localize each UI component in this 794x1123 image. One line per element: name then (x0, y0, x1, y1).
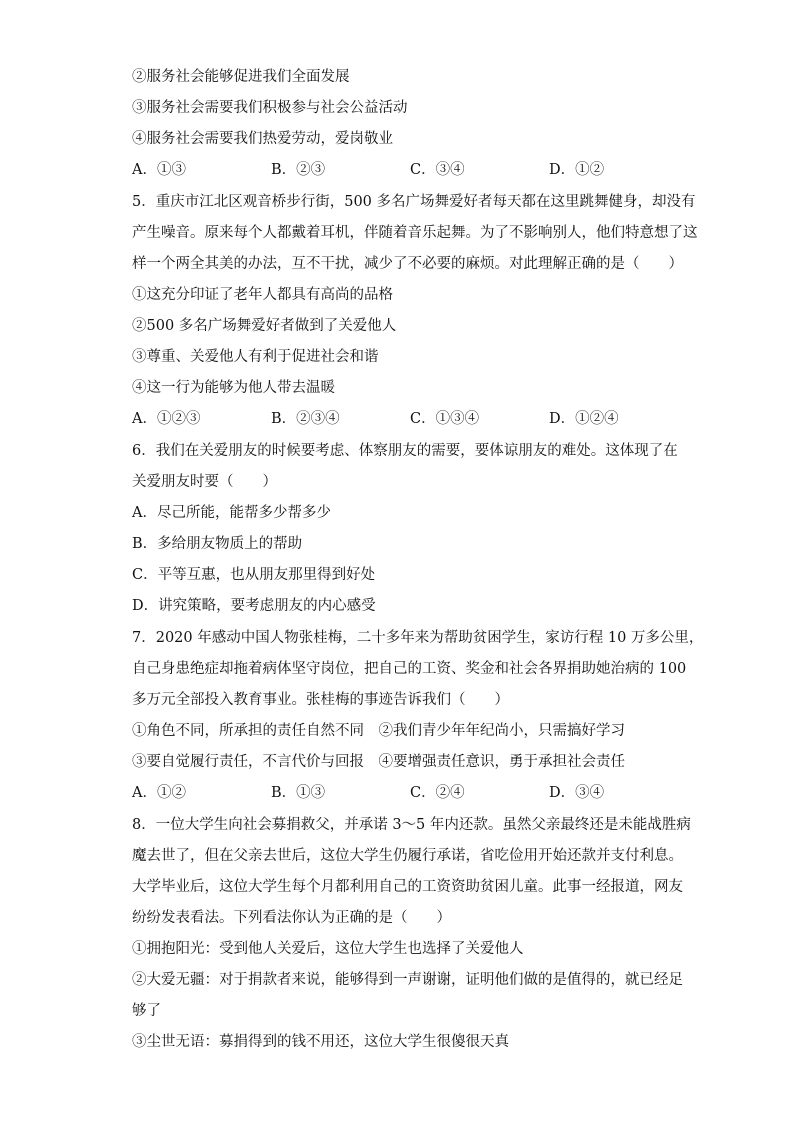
q7-statements-row: ①角色不同，所承担的责任自然不同 ②我们青少年年纪尚小，只需搞好学习 (132, 723, 625, 739)
q4-statement-3: ③服务社会需要我们积极参与社会公益活动 (132, 100, 408, 116)
q6-choice-c: C．平等互惠，也从朋友那里得到好处 (132, 567, 376, 583)
q4-statement-2: ②服务社会能够促进我们全面发展 (132, 69, 350, 85)
q5-option-b: B．②③④ (271, 411, 340, 427)
q6-stem-line: 6．我们在关爱朋友的时候要考虑、体察朋友的需要，要体谅朋友的难处。这体现了在 (132, 443, 678, 459)
q8-stem-line: 8．一位大学生向社会募捐救父，并承诺 3～5 年内还款。虽然父亲最终还是未能战胜病 (132, 817, 691, 833)
q5-stem-line: 样一个两全其美的办法，互不干扰，减少了不必要的麻烦。对此理解正确的是（ ） (132, 256, 683, 272)
q6-choice-a: A．尽己所能，能帮多少帮多少 (132, 505, 331, 521)
q7-statements-row: ③要自觉履行责任，不言代价与回报 ④要增强责任意识，勇于承担社会责任 (132, 754, 625, 770)
q5-statement-3: ③尊重、关爱他人有利于促进社会和谐 (132, 349, 379, 365)
q7-option-a: A．①② (132, 785, 186, 801)
q7-stem-line: 自己身患绝症却拖着病体坚守岗位，把自己的工资、奖金和社会各界捐助她治病的 100 (132, 661, 687, 677)
q4-statement-4: ④服务社会需要我们热爱劳动，爱岗敬业 (132, 131, 393, 147)
q7-option-c: C．②④ (410, 785, 465, 801)
q7-stem-line: 多万元全部投入教育事业。张桂梅的事迹告诉我们（ ） (132, 692, 509, 708)
q4-option-c: C．③④ (410, 162, 465, 178)
q8-statement-3: ③尘世无语：募捐得到的钱不用还，这位大学生很傻很天真 (132, 1034, 509, 1050)
q8-stem-line: 纷纷发表看法。下列看法你认为正确的是（ ） (132, 910, 451, 926)
q7-option-d: D．③④ (549, 785, 605, 801)
q5-stem-line: 5．重庆市江北区观音桥步行街，500 多名广场舞爱好者每天都在这里跳舞健身，却没有 (132, 194, 696, 210)
q8-statement-2-cont: 够了 (132, 1003, 161, 1019)
q4-option-d: D．①② (549, 162, 605, 178)
q8-stem-line: 大学毕业后，这位大学生每个月都利用自己的工资资助贫困儿童。此事一经报道，网友 (132, 879, 683, 895)
q7-stem-line: 7．2020 年感动中国人物张桂梅，二十多年来为帮助贫困学生，家访行程 10 万多公里， (132, 630, 704, 646)
q5-option-c: C．①③④ (410, 411, 480, 427)
q5-stem-line: 产生噪音。原来每个人都戴着耳机，伴随着音乐起舞。为了不影响别人，他们特意想了这 (132, 225, 698, 241)
q7-option-b: B．①③ (271, 785, 326, 801)
q4-option-a: A．①③ (132, 162, 186, 178)
q8-statement-1: ①拥抱阳光：受到他人关爱后，这位大学生也选择了关爱他人 (132, 941, 524, 957)
q5-option-a: A．①②③ (132, 411, 201, 427)
q6-stem-line: 关爱朋友时要（ ） (132, 474, 277, 490)
q5-statement-4: ④这一行为能够为他人带去温暖 (132, 380, 335, 396)
q5-statement-2: ②500 多名广场舞爱好者做到了关爱他人 (132, 318, 397, 334)
q6-choice-d: D．讲究策略，要考虑朋友的内心感受 (132, 598, 376, 614)
q5-option-d: D．①②④ (549, 411, 619, 427)
q6-choice-b: B．多给朋友物质上的帮助 (132, 536, 303, 552)
q8-stem-line: 魔去世了，但在父亲去世后，这位大学生仍履行承诺，省吃俭用开始还款并支付利息。 (132, 848, 683, 864)
q8-statement-2: ②大爱无疆：对于捐款者来说，能够得到一声谢谢，证明他们做的是值得的，就已经足 (132, 972, 683, 988)
q5-statement-1: ①这充分印证了老年人都具有高尚的品格 (132, 287, 393, 303)
q4-option-b: B．②③ (271, 162, 326, 178)
